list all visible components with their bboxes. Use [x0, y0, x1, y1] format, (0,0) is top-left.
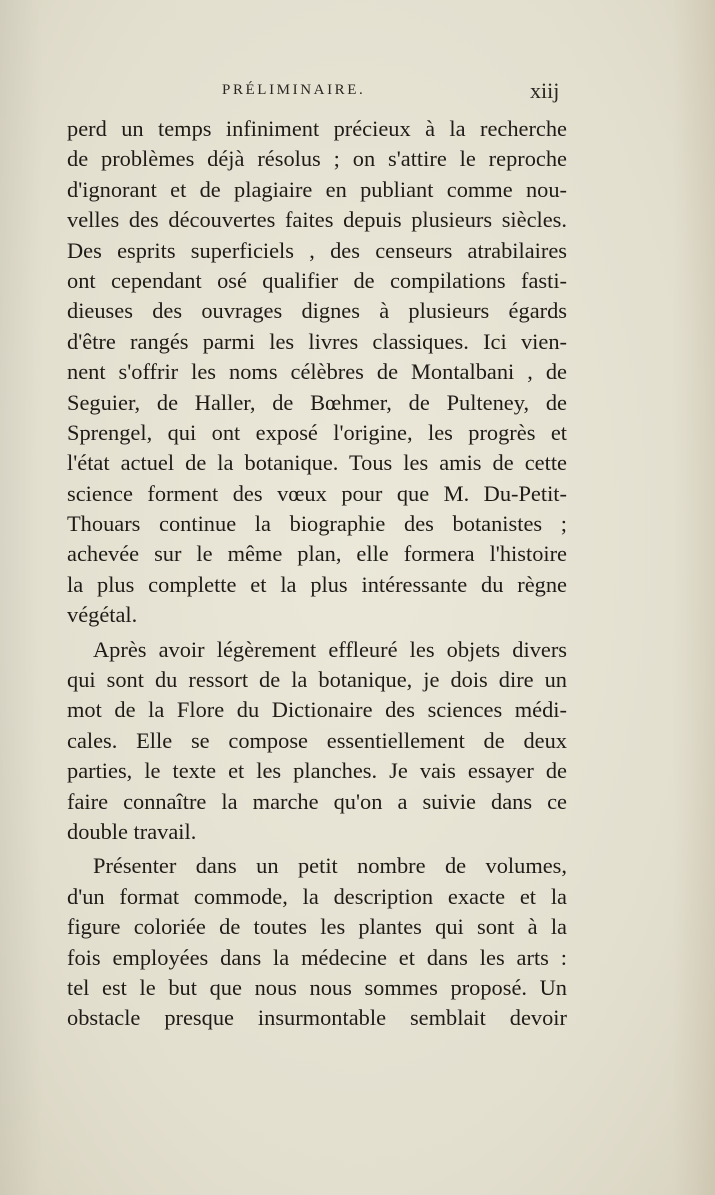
text-line: d'ignorant et de plagiaire en publiant comme nou- — [67, 176, 567, 202]
paragraph-2 — [67, 635, 567, 848]
text-line: Seguier, de Haller, de Bœhmer, de Pulteney, de — [67, 389, 567, 415]
text-line: Après avoir légèrement effleuré les objets divers — [93, 636, 567, 662]
text-line: de problèmes déjà résolus ; on s'attire le reproche — [67, 146, 567, 172]
text-line: nent s'offrir les noms célèbres de Montalbani , de — [67, 359, 567, 385]
text-line: végétal. — [67, 602, 138, 628]
text-line: Des esprits superficiels , des censeurs atrabilaires — [67, 237, 567, 263]
text-line: l'état actuel de la botanique. Tous les amis de cette — [67, 450, 567, 476]
text-line: cales. Elle se compose essentiellement de deux — [67, 727, 567, 753]
text-line: tel est le but que nous nous sommes proposé. Un — [67, 974, 567, 1000]
running-title: PRÉLIMINAIRE. — [222, 82, 366, 98]
text-line: dieuses des ouvrages dignes à plusieurs égards — [67, 298, 567, 324]
text-line: la plus complette et la plus intéressante du règne — [67, 571, 567, 597]
text-line: achevée sur le même plan, elle formera l'histoire — [67, 541, 567, 567]
text-line: parties, le texte et les planches. Je vais essayer de — [67, 758, 567, 784]
text-line: mot de la Flore du Dictionaire des sciences médi- — [67, 697, 567, 723]
text-line: faire connaître la marche qu'on a suivie dans ce — [67, 788, 567, 814]
text-line: d'un format commode, la description exacte et la — [67, 883, 567, 909]
text-line: perd un temps infiniment précieux à la recherche — [67, 116, 567, 141]
text-line: double travail. — [67, 818, 197, 844]
running-head — [0, 80, 715, 104]
text-line: d'être rangés parmi les livres classiques. Ici vien- — [67, 328, 567, 354]
text-line: velles des découvertes faites depuis plusieurs siècles. — [67, 207, 567, 233]
text-line: qui sont du ressort de la botanique, je dois dire un — [67, 667, 567, 693]
body-text — [67, 114, 567, 1034]
text-line: fois employées dans la médecine et dans les arts : — [67, 944, 567, 970]
text-line: Présenter dans un petit nombre de volumes, — [93, 853, 567, 879]
text-line: ont cependant osé qualifier de compilations fasti- — [67, 267, 567, 293]
paragraph-1 — [67, 114, 567, 631]
text-line: obstacle presque insurmontable semblait devoir — [67, 1005, 567, 1031]
page-number: xiij — [530, 78, 560, 103]
text-line: Thouars continue la biographie des botanistes ; — [67, 511, 567, 537]
text-line: figure coloriée de toutes les plantes qui sont à la — [67, 914, 567, 940]
text-line: science forment des vœux pour que M. Du-Petit- — [67, 480, 567, 506]
text-line: Sprengel, qui ont exposé l'origine, les progrès et — [67, 419, 567, 445]
paragraph-3 — [67, 851, 567, 1033]
